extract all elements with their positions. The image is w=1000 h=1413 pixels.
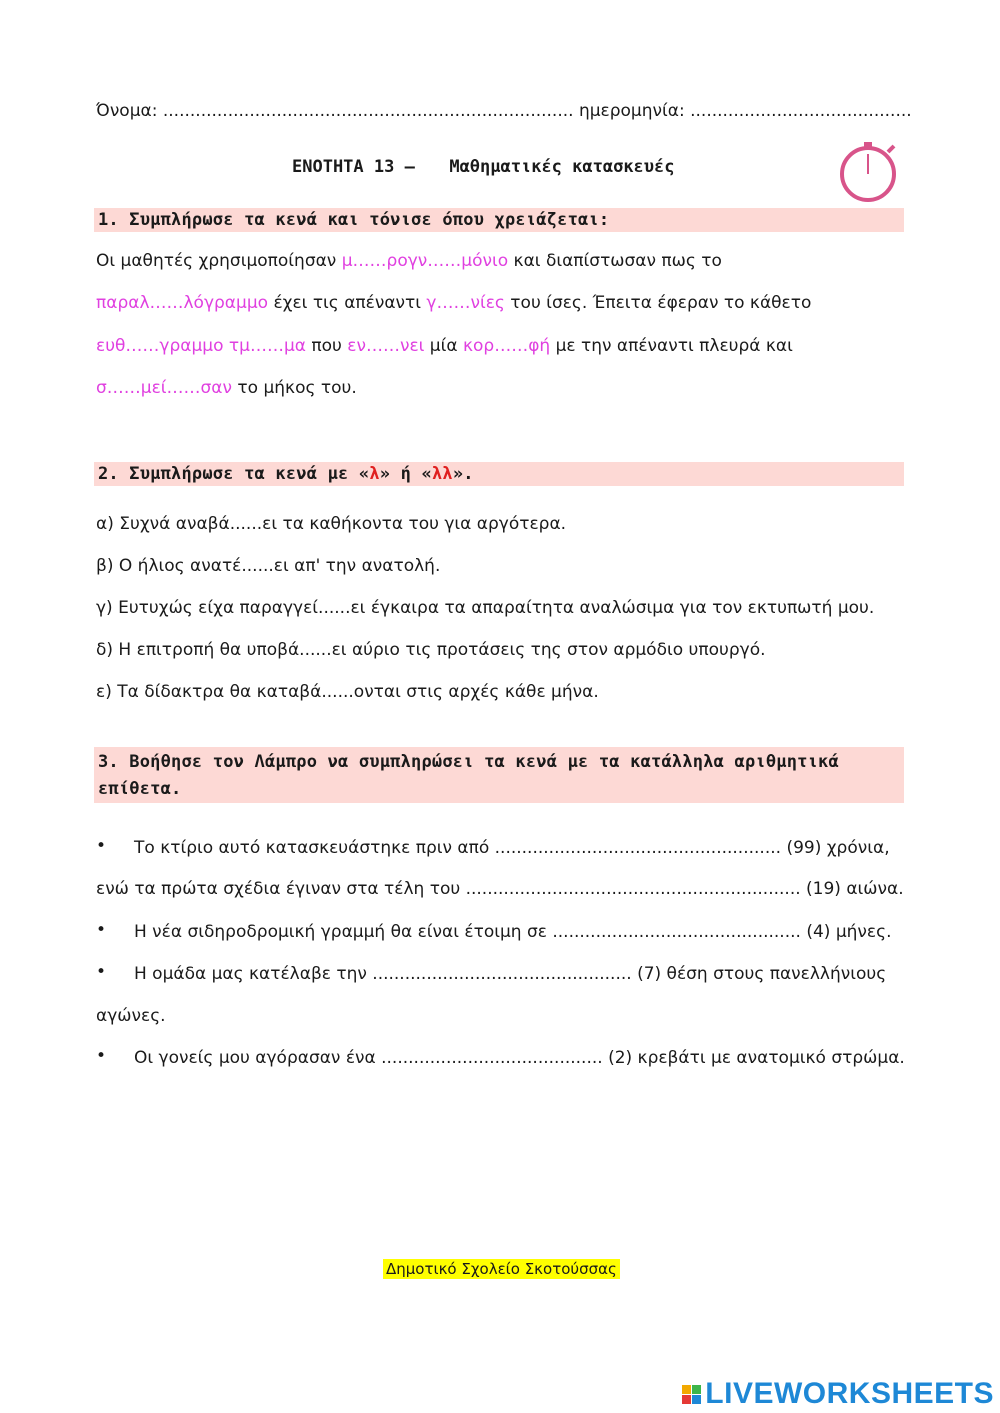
section3-heading [94,747,904,803]
section1-line3 [96,336,793,356]
list-item: β) Ο ήλιος ανατέ......ει απ' την ανατολή. [96,556,441,576]
list-item: α) Συχνά αναβά......ει τα καθήκοντα του για αργότερα. [96,514,567,534]
section3-line5: αγώνες. [96,1006,166,1026]
fill-blank-word: εν……νει [347,336,425,356]
text: 2. Συμπλήρωσε τα κενά με « [98,464,370,484]
fill-blank-word: ευθ……γραμμο τμ……μα [96,336,306,356]
name-date-line: Όνομα: ............................................................................ ημερομηνία: ......................................... [96,101,912,121]
fill-blank-word: μ……ρογν……μόνιο [341,251,509,271]
fill-blank-word: παραλ……λόγραμμο [96,293,269,313]
liveworksheets-logo[interactable] [682,1377,994,1411]
fill-blank-word: σ……μεί……σαν [96,378,233,398]
list-item: ε) Τα δίδακτρα θα καταβά......ονται στις αρχές κάθε μήνα. [96,682,599,702]
liveworksheets-logo-icon [682,1385,701,1404]
section1-line1 [96,251,722,271]
text: του ίσες. Έπειτα έφεραν το κάθετο [504,293,812,313]
title-topic: Μαθηματικές κατασκευές [449,157,675,177]
section1-line2 [96,293,811,313]
section3-line4: Η ομάδα μας κατέλαβε την ................................................ (7) θέση στους πανελλήνιους [134,964,887,984]
heading-line: επίθετα. [98,779,182,799]
text: και διαπίστωσαν πως το [508,251,722,271]
page-title [292,157,675,177]
letter-ll: λλ [431,464,453,484]
bullet: • [96,836,107,856]
fill-blank-word: γ……νίες [426,293,505,313]
text: ». [452,464,474,484]
section3-line3: Η νέα σιδηροδρομική γραμμή θα είναι έτοιμη σε .............................................. (4) μήνες. [134,922,892,942]
text: με την απέναντι πλευρά και [550,336,793,356]
text: το μήκος του. [232,378,357,398]
section1-line4 [96,378,357,398]
stopwatch-icon [834,140,904,207]
bullet: • [96,1046,107,1066]
heading-line: 3. Βοήθησε τον Λάμπρο να συμπληρώσει τα κενά με τα κατάλληλα αριθμητικά [98,752,839,772]
fill-blank-word: κορ……φή [463,336,551,356]
bullet: • [96,962,107,982]
text: μία [424,336,463,356]
list-item: γ) Ευτυχώς είχα παραγγεί......ει έγκαιρα τα απαραίτητα αναλώσιμα για τον εκτυπωτή μου. [96,598,875,618]
section3-line6: Οι γονείς μου αγόρασαν ένα ......................................... (2) κρεβάτι με ανατομικό στρώμα. [134,1048,905,1068]
section3-line1: Το κτίριο αυτό κατασκευάστηκε πριν από ..................................................... (99) χρόνια, [134,838,890,858]
section1-heading: 1. Συμπλήρωσε τα κενά και τόνισε όπου χρειάζεται: [94,208,904,232]
school-name: Δημοτικό Σχολείο Σκοτούσσας [383,1259,620,1279]
section2-heading [94,462,904,486]
list-item: δ) Η επιτροπή θα υποβά......ει αύριο τις προτάσεις της στον αρμόδιο υπουργό. [96,640,766,660]
text: Οι μαθητές χρησιμοποίησαν [96,251,342,271]
text: » ή « [379,464,432,484]
bullet: • [96,920,107,940]
text: έχει τις απέναντι [268,293,427,313]
text: που [306,336,348,356]
title-unit: ΕΝΟΤΗΤΑ 13 – [292,157,415,177]
logo-text: LIVEWORKSHEETS [705,1377,994,1410]
letter-l: λ [369,464,380,484]
section3-line2: ενώ τα πρώτα σχέδια έγιναν στα τέλη του .............................................................. (19) αιώνα. [96,879,904,899]
